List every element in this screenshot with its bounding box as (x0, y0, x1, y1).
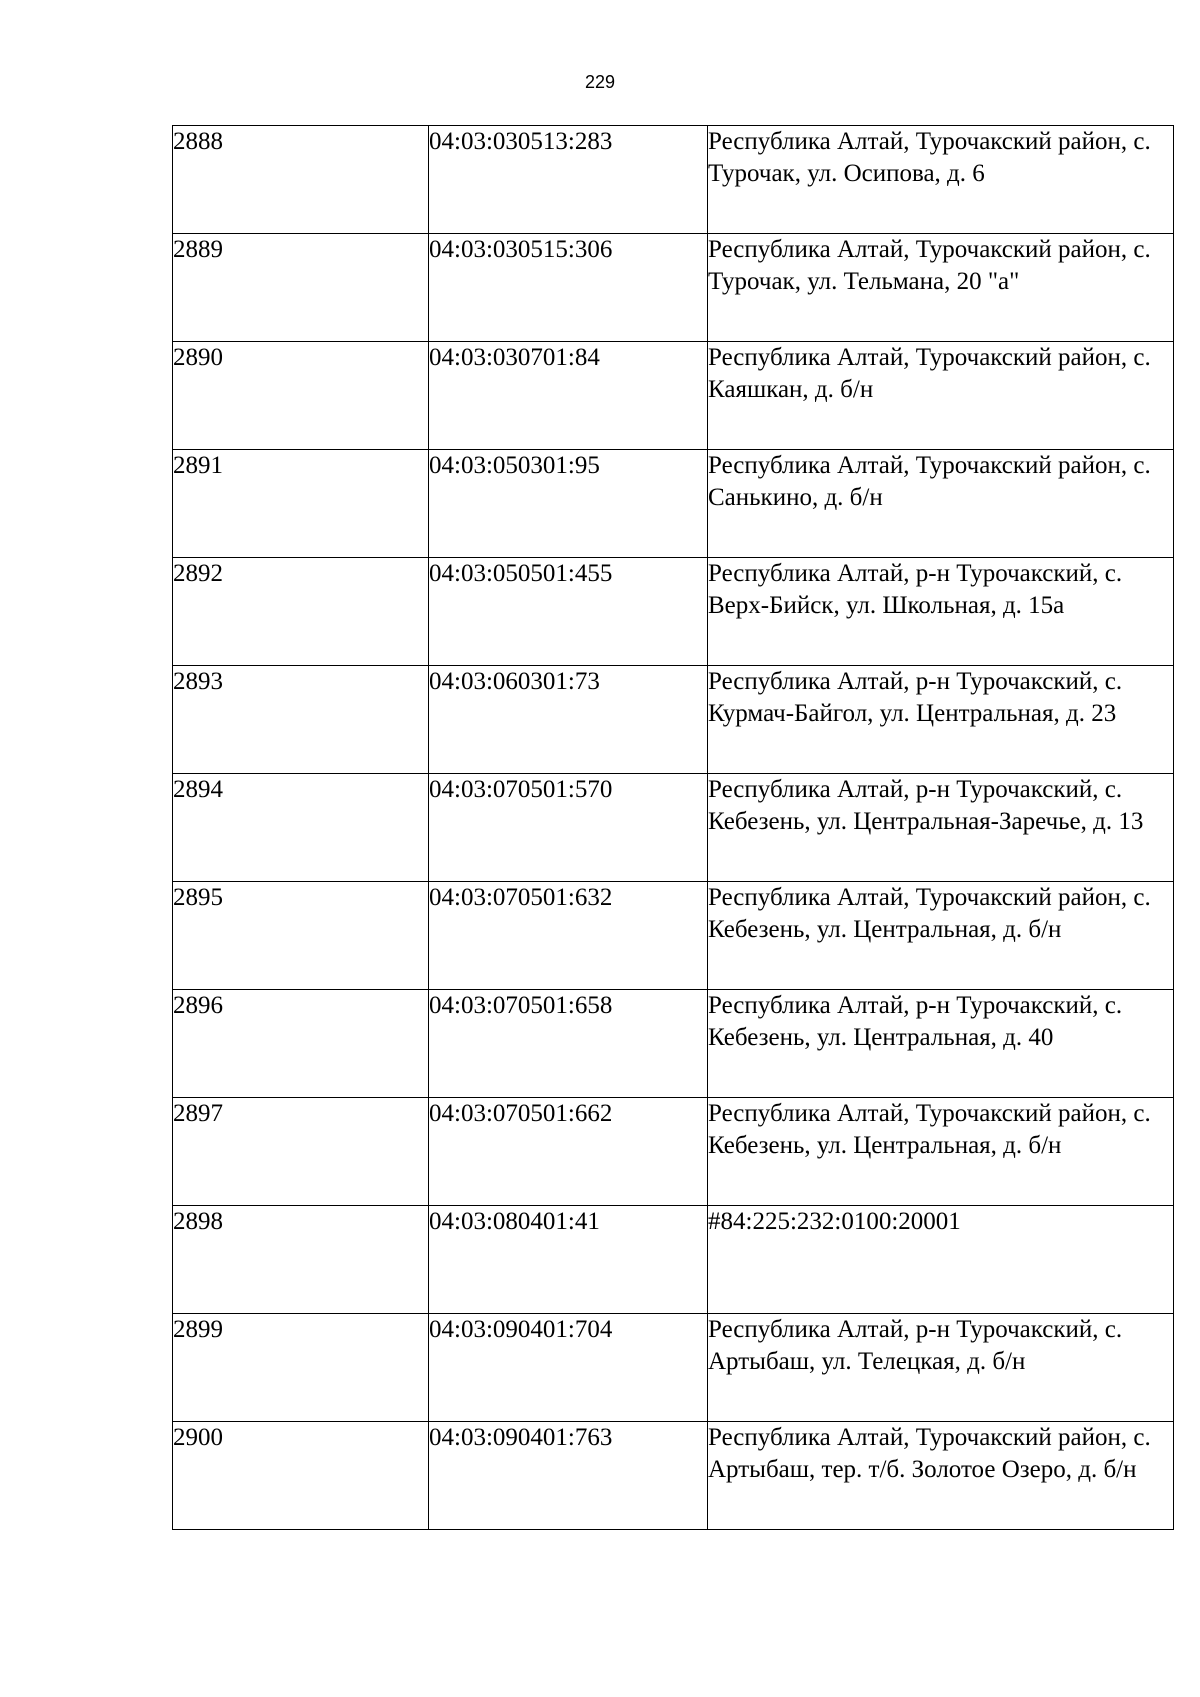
row-number: 2888 (173, 126, 429, 234)
row-number: 2900 (173, 1422, 429, 1530)
address: Республика Алтай, Турочакский район, с. Кебезень, ул. Центральная, д. б/н (708, 1098, 1174, 1206)
address: Республика Алтай, р-н Турочакский, с. Верх-Бийск, ул. Школьная, д. 15а (708, 558, 1174, 666)
row-number: 2889 (173, 234, 429, 342)
cadastral-number: 04:03:090401:704 (429, 1314, 708, 1422)
table-row (173, 234, 1174, 342)
table-row (173, 1206, 1174, 1314)
cadastral-number: 04:03:070501:570 (429, 774, 708, 882)
cadastral-number: 04:03:070501:632 (429, 882, 708, 990)
cadastral-number: 04:03:060301:73 (429, 666, 708, 774)
address: Республика Алтай, Турочакский район, с. Кебезень, ул. Центральная, д. б/н (708, 882, 1174, 990)
cadastral-number: 04:03:050301:95 (429, 450, 708, 558)
cadastral-number: 04:03:090401:763 (429, 1422, 708, 1530)
table-row (173, 126, 1174, 234)
address: Республика Алтай, р-н Турочакский, с. Артыбаш, ул. Телецкая, д. б/н (708, 1314, 1174, 1422)
property-registry-table (172, 125, 1174, 1530)
row-number: 2895 (173, 882, 429, 990)
table-row (173, 1422, 1174, 1530)
address: Республика Алтай, Турочакский район, с. Турочак, ул. Тельмана, 20 "а" (708, 234, 1174, 342)
table-row (173, 774, 1174, 882)
cadastral-number: 04:03:050501:455 (429, 558, 708, 666)
address: Республика Алтай, Турочакский район, с. Каяшкан, д. б/н (708, 342, 1174, 450)
row-number: 2899 (173, 1314, 429, 1422)
table-row (173, 450, 1174, 558)
cadastral-number: 04:03:070501:658 (429, 990, 708, 1098)
table-row (173, 558, 1174, 666)
address: Республика Алтай, р-н Турочакский, с. Кебезень, ул. Центральная, д. 40 (708, 990, 1174, 1098)
table-row (173, 1314, 1174, 1422)
row-number: 2896 (173, 990, 429, 1098)
row-number: 2892 (173, 558, 429, 666)
row-number: 2890 (173, 342, 429, 450)
cadastral-number: 04:03:030701:84 (429, 342, 708, 450)
row-number: 2893 (173, 666, 429, 774)
cadastral-number: 04:03:030513:283 (429, 126, 708, 234)
table-row (173, 882, 1174, 990)
address: Республика Алтай, Турочакский район, с. Турочак, ул. Осипова, д. 6 (708, 126, 1174, 234)
row-number: 2891 (173, 450, 429, 558)
address: Республика Алтай, р-н Турочакский, с. Кебезень, ул. Центральная-Заречье, д. 13 (708, 774, 1174, 882)
row-number: 2897 (173, 1098, 429, 1206)
page-number: 229 (584, 72, 616, 92)
table-row (173, 666, 1174, 774)
table-row (173, 990, 1174, 1098)
table-row (173, 342, 1174, 450)
address: Республика Алтай, Турочакский район, с. Санькино, д. б/н (708, 450, 1174, 558)
row-number: 2894 (173, 774, 429, 882)
table-row (173, 1098, 1174, 1206)
cadastral-number: 04:03:080401:41 (429, 1206, 708, 1314)
cadastral-number: 04:03:030515:306 (429, 234, 708, 342)
address: Республика Алтай, р-н Турочакский, с. Курмач-Байгол, ул. Центральная, д. 23 (708, 666, 1174, 774)
cadastral-number: 04:03:070501:662 (429, 1098, 708, 1206)
address: #84:225:232:0100:20001 (708, 1206, 1174, 1314)
row-number: 2898 (173, 1206, 429, 1314)
address: Республика Алтай, Турочакский район, с. Артыбаш, тер. т/б. Золотое Озеро, д. б/н (708, 1422, 1174, 1530)
